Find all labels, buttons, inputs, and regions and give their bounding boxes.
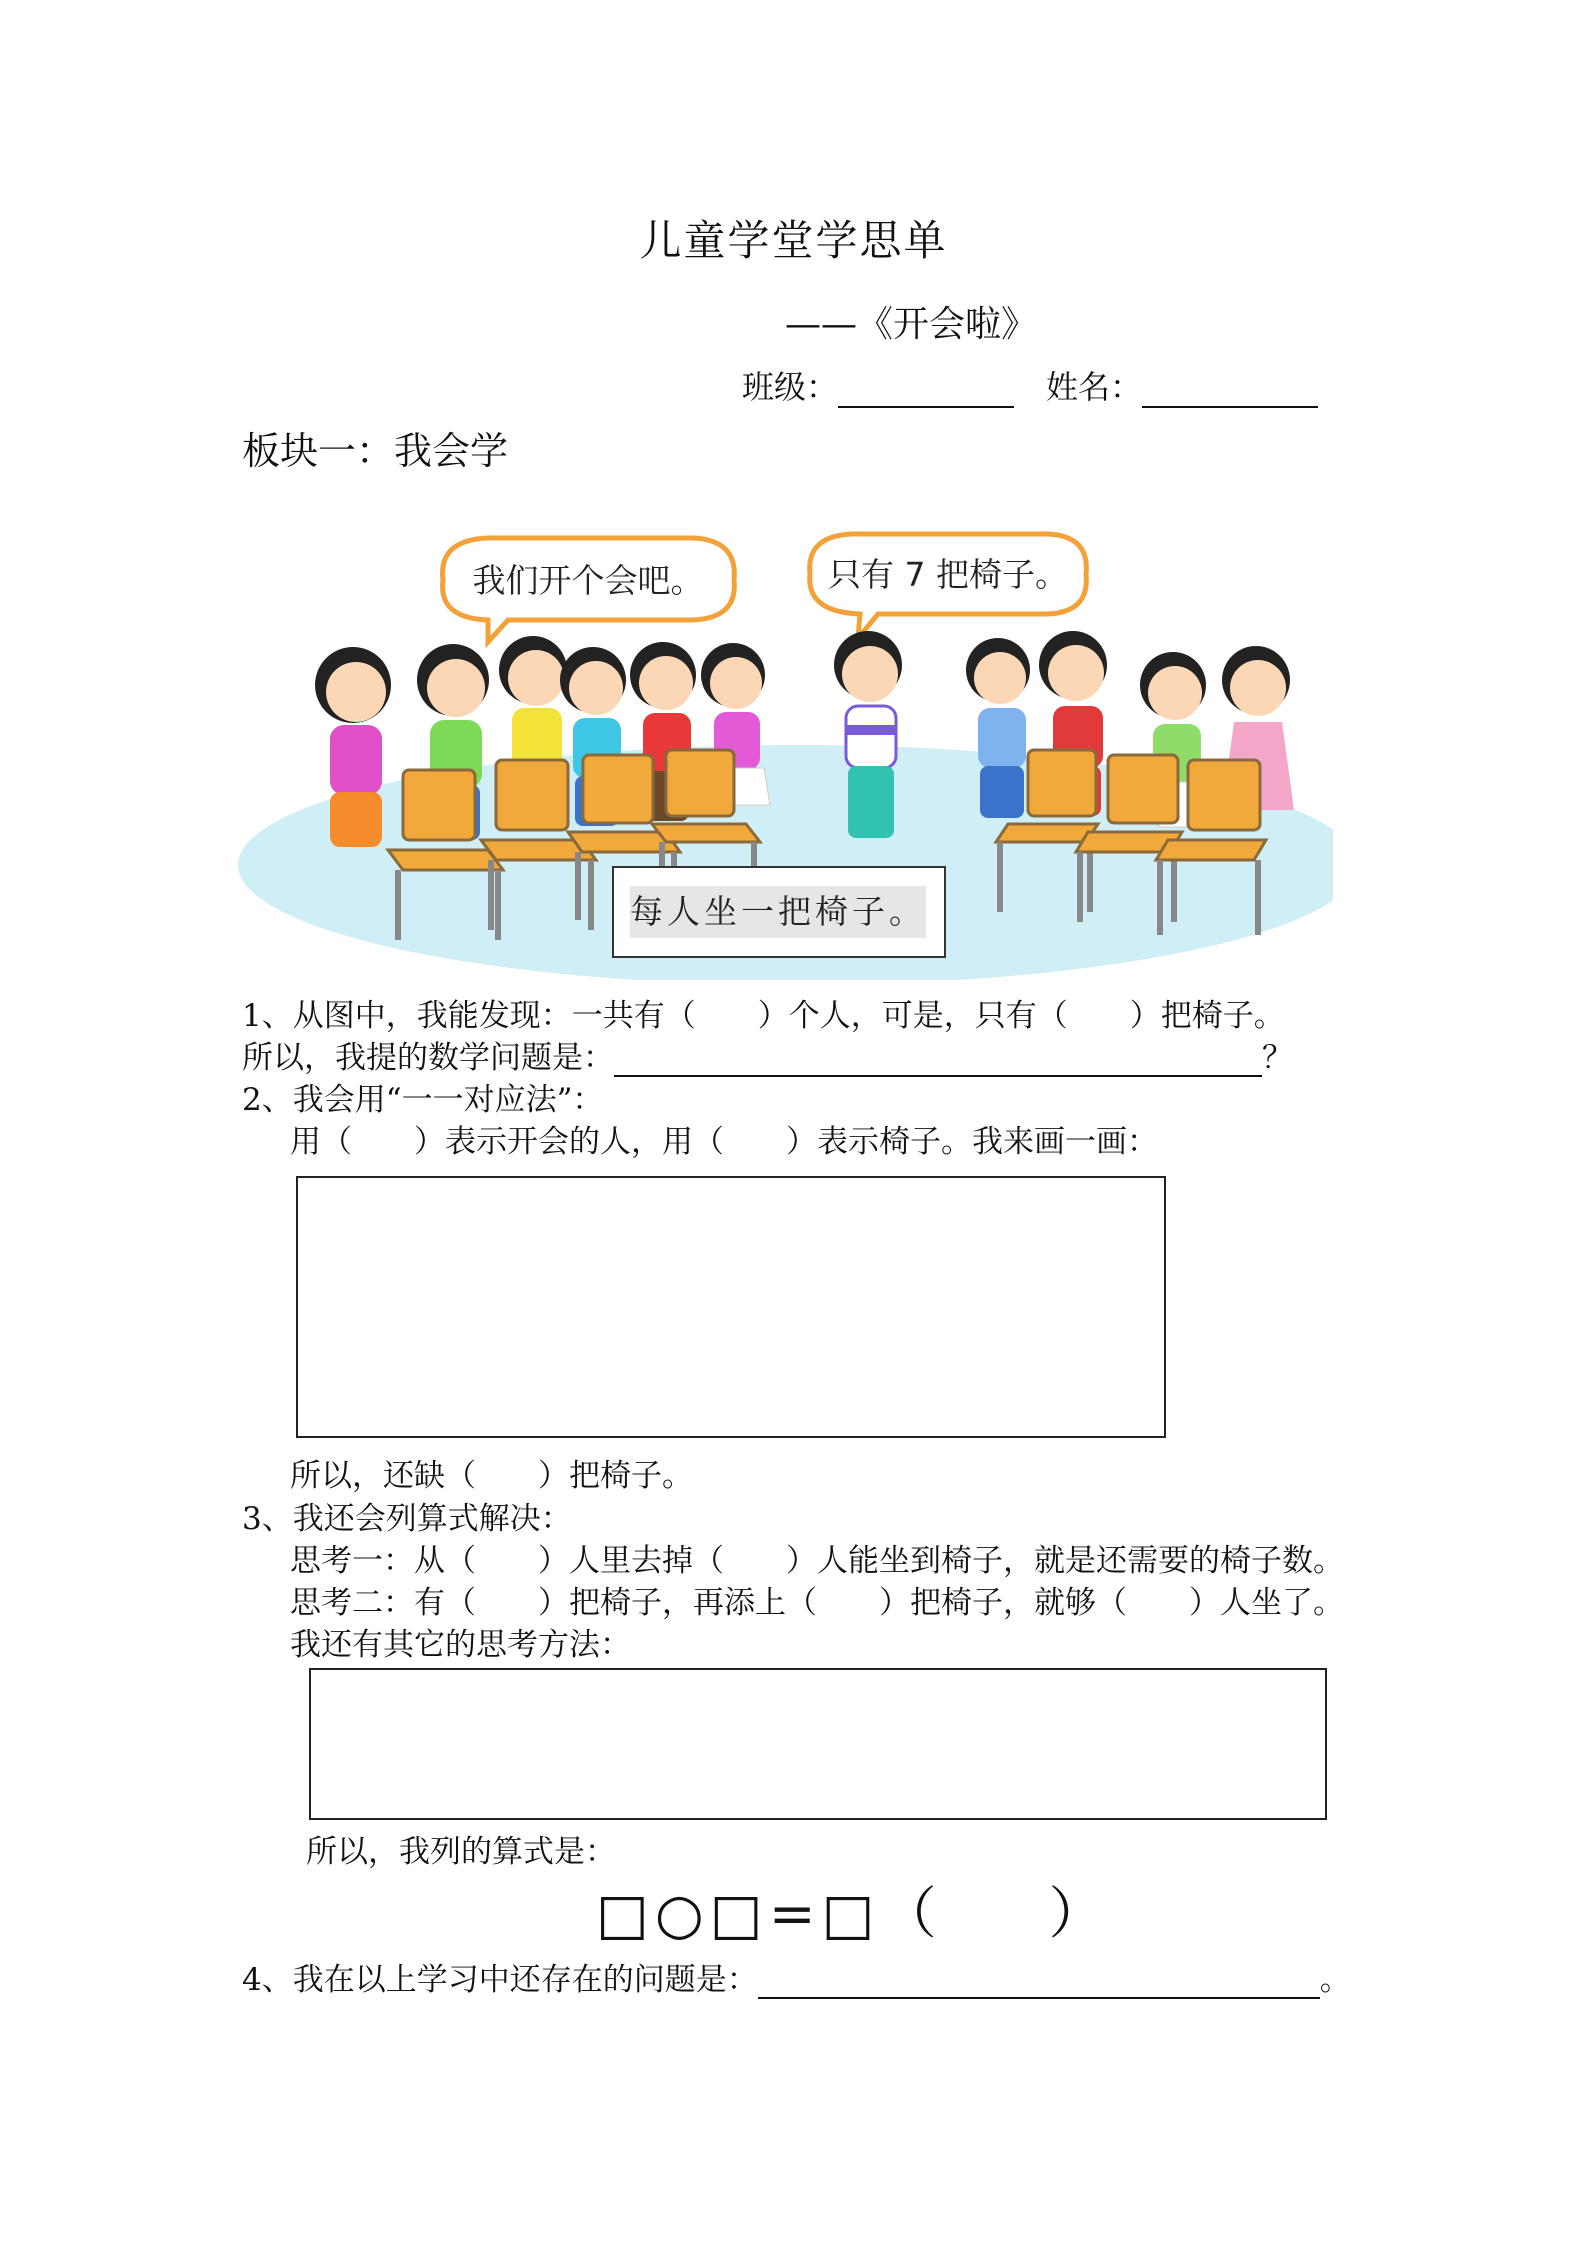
question-3-other-methods: 我还有其它的思考方法： <box>290 1627 631 1663</box>
formula-template <box>596 1870 1111 1950</box>
bubble-right-text: 只有 7 把椅子。 <box>828 555 1068 594</box>
bubble-left-text: 我们开个会吧。 <box>472 561 704 600</box>
question-1-mark: ？ <box>1262 1040 1293 1076</box>
formula-circle[interactable]: ○ <box>654 1882 704 1947</box>
page-title: 儿童学堂学思单 <box>639 216 948 265</box>
question-2-line-1: 2、我会用“一一对应法”： <box>242 1082 604 1118</box>
question-1-line-1: 1、从图中，我能发现：一共有（ ）个人，可是，只有（ ）把椅子。 <box>242 998 1285 1034</box>
class-field-row <box>742 362 1014 408</box>
formula-square-3[interactable]: □ <box>821 1882 875 1947</box>
class-label: 班级： <box>742 368 839 406</box>
page-subtitle: ——《开会啦》 <box>785 304 1038 345</box>
question-3-formula-label: 所以，我列的算式是： <box>306 1834 616 1870</box>
question-2-line-2: 用（ ）表示开会的人，用（ ）表示椅子。我来画一画： <box>290 1124 1158 1160</box>
question-3-think-1: 思考一：从（ ）人里去掉（ ）人能坐到椅子，就是还需要的椅子数。 <box>290 1543 1344 1579</box>
question-1-answer-line[interactable] <box>614 1041 1262 1077</box>
drawing-box[interactable] <box>296 1176 1166 1438</box>
illustration-caption: 每人坐一把椅子。 <box>630 886 926 938</box>
question-3-think-2: 思考二：有（ ）把椅子，再添上（ ）把椅子，就够（ ）人坐了。 <box>290 1585 1344 1621</box>
other-methods-box[interactable] <box>309 1668 1327 1820</box>
question-1-line-2 <box>242 1032 1293 1077</box>
question-3-line-1: 3、我还会列算式解决： <box>242 1501 572 1537</box>
question-4-prompt: 4、我在以上学习中还存在的问题是： <box>242 1962 758 1998</box>
question-2-after: 所以，还缺（ ）把椅子。 <box>290 1458 693 1494</box>
question-4-answer-line[interactable] <box>758 1963 1320 1999</box>
formula-equals: = <box>768 1882 816 1947</box>
question-4-line <box>242 1954 1351 1999</box>
question-1-prompt: 所以，我提的数学问题是： <box>242 1040 614 1076</box>
name-label: 姓名： <box>1046 368 1143 406</box>
name-field-row <box>1046 362 1318 408</box>
formula-square-1[interactable]: □ <box>596 1882 649 1947</box>
illustration-caption-box <box>612 866 946 958</box>
formula-square-2[interactable]: □ <box>709 1882 763 1947</box>
formula-unit-paren[interactable]: （ ） <box>880 1882 1105 1947</box>
class-input-line[interactable] <box>838 372 1014 408</box>
section-title: 板块一：我会学 <box>242 429 509 473</box>
name-input-line[interactable] <box>1142 372 1318 408</box>
question-4-end: 。 <box>1319 1962 1351 1998</box>
